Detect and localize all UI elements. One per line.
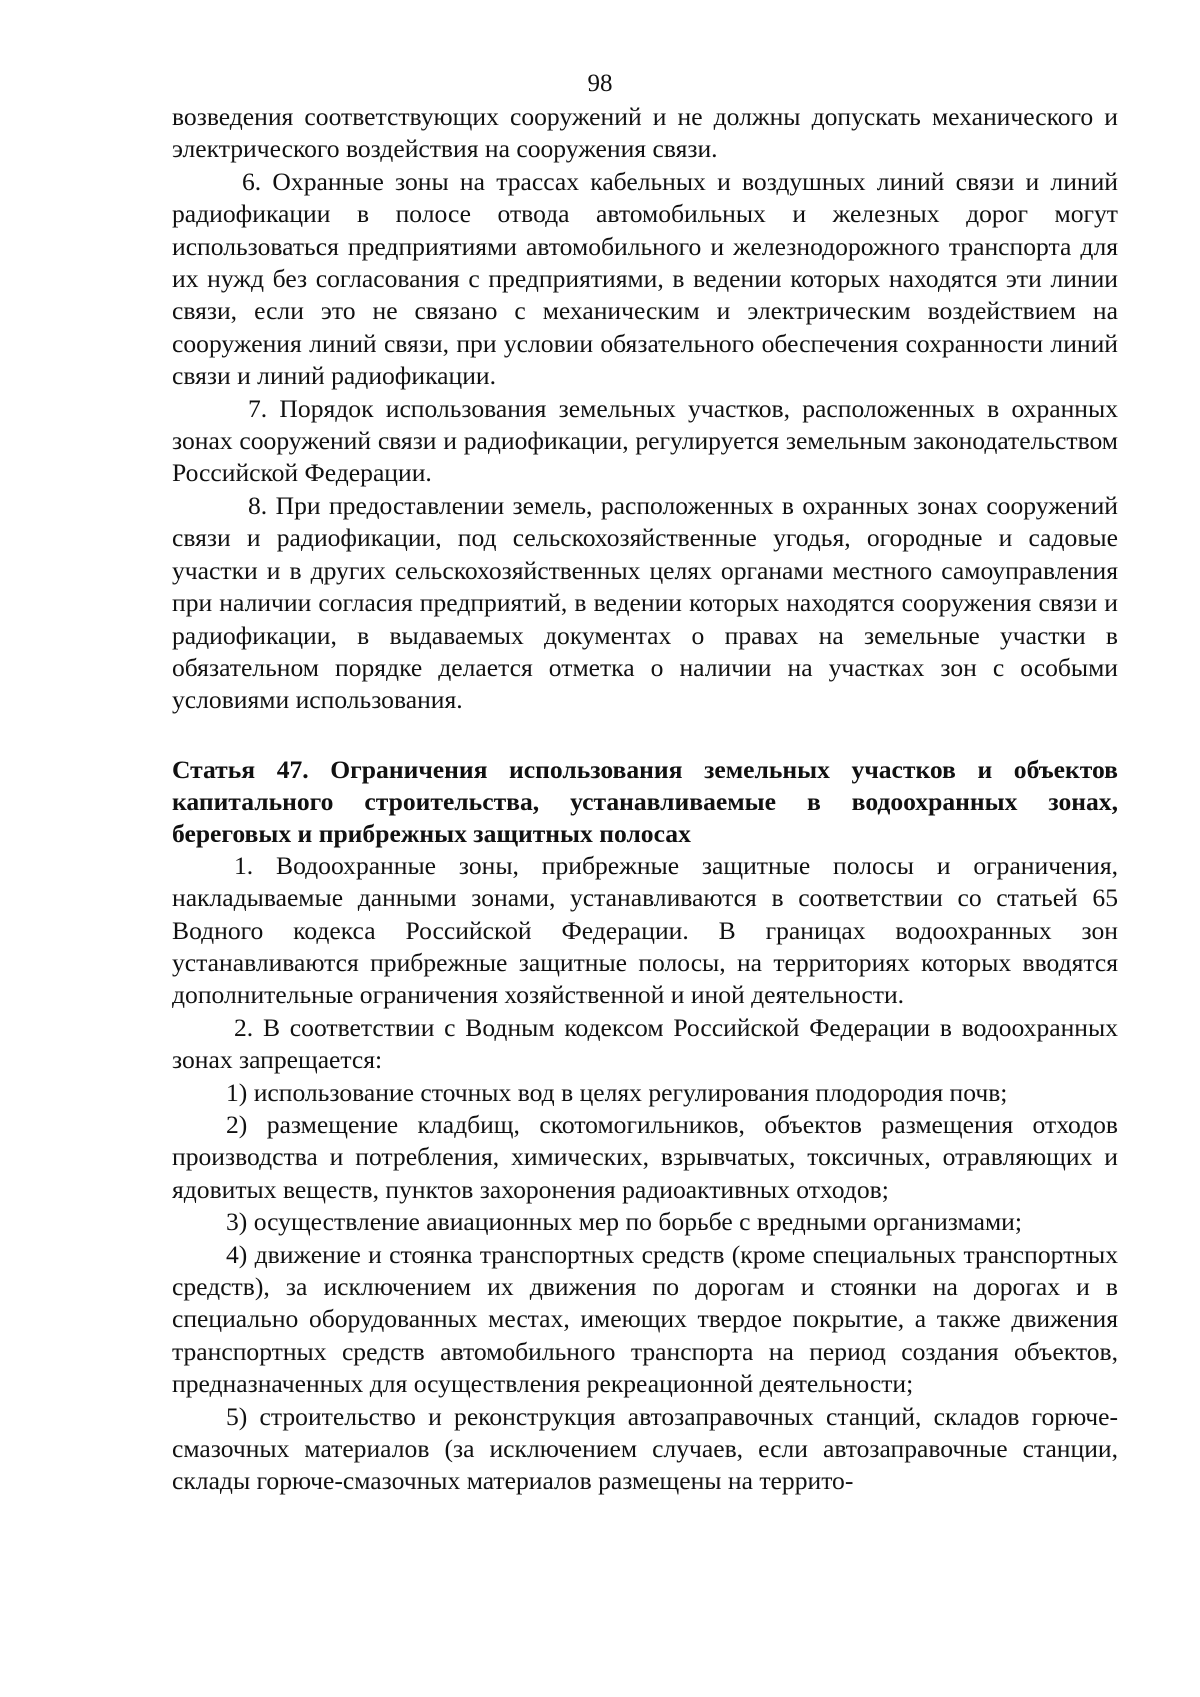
list-item-5: 5) строительство и реконструкция автозаправочных станций, складов горюче-смазочных материалов (за исключением случаев, если автозаправочные станции, склады горюче-смазочных материалов размещены на террито- <box>172 1401 1118 1496</box>
paragraph-item-8: 8. При предоставлении земель, расположенных в охранных зонах сооружений связи и радиофикации, под сельскохозяйственные угодья, огородные и садовые участки и в других сельскохозяйственных целях органами местного самоуправления при наличии согласия предприятий, в ведении которых находятся сооружения связи и радиофикации, в выдаваемых документах о правах на земельные участки в обязательном порядке делается отметка о наличии на участках зон с особыми условиями использования. <box>172 490 1118 715</box>
paragraph-article-47-item-2: 2. В соответствии с Водным кодексом Российской Федерации в водоохранных зонах запрещается: <box>172 1012 1118 1075</box>
list-item-2: 2) размещение кладбищ, скотомогильников, объектов размещения отходов производства и потребления, химических, взрывчатых, токсичных, отравляющих и ядовитых веществ, пунктов захоронения радиоактивных отходов; <box>172 1109 1118 1204</box>
article-47-title: Статья 47. Ограничения использования земельных участков и объектов капитального строительства, устанавливаемые в водоохранных зонах, береговых и прибрежных защитных полосах <box>172 754 1118 848</box>
paragraph-item-6: 6. Охранные зоны на трассах кабельных и воздушных линий связи и линий радиофикации в полосе отвода автомобильных и железных дорог могут использоваться предприятиями автомобильного и железнодорожного транспорта для их нужд без согласования с предприятиями, в ведении которых находятся эти линии связи, если это не связано с механическим и электрическим воздействием на сооружения линий связи, при условии обязательного обеспечения сохранности линий связи и линий радиофикации. <box>172 166 1118 391</box>
paragraph-article-47-item-1: 1. Водоохранные зоны, прибрежные защитные полосы и ограничения, накладываемые данными зонами, устанавливаются в соответствии со статьей 65 Водного кодекса Российской Федерации. В границах водоохранных зон устанавливаются прибрежные защитные полосы, на территориях которых вводятся дополнительные ограничения хозяйственной и иной деятельности. <box>172 850 1118 1010</box>
list-item-3: 3) осуществление авиационных мер по борьбе с вредными организмами; <box>226 1207 1022 1237</box>
list-item-4: 4) движение и стоянка транспортных средств (кроме специальных транспортных средств), за исключением их движения по дорогам и стоянки на дорогах и в специально оборудованных местах, имеющих твердое покрытие, а также движения транспортных средств автомобильного транспорта на период создания объектов, предназначенных для осуществления рекреационной деятельности; <box>172 1239 1118 1399</box>
page-number: 98 <box>587 70 613 97</box>
paragraph-item-7: 7. Порядок использования земельных участков, расположенных в охранных зонах сооружений связи и радиофикации, регулируется земельным законодательством Российской Федерации. <box>172 393 1118 488</box>
document-body <box>172 101 1118 1498</box>
list-item-1: 1) использование сточных вод в целях регулирования плодородия почв; <box>226 1077 1008 1107</box>
paragraph-continuation: возведения соответствующих сооружений и не должны допускать механического и электрического воздействия на сооружения связи. <box>172 102 1118 164</box>
